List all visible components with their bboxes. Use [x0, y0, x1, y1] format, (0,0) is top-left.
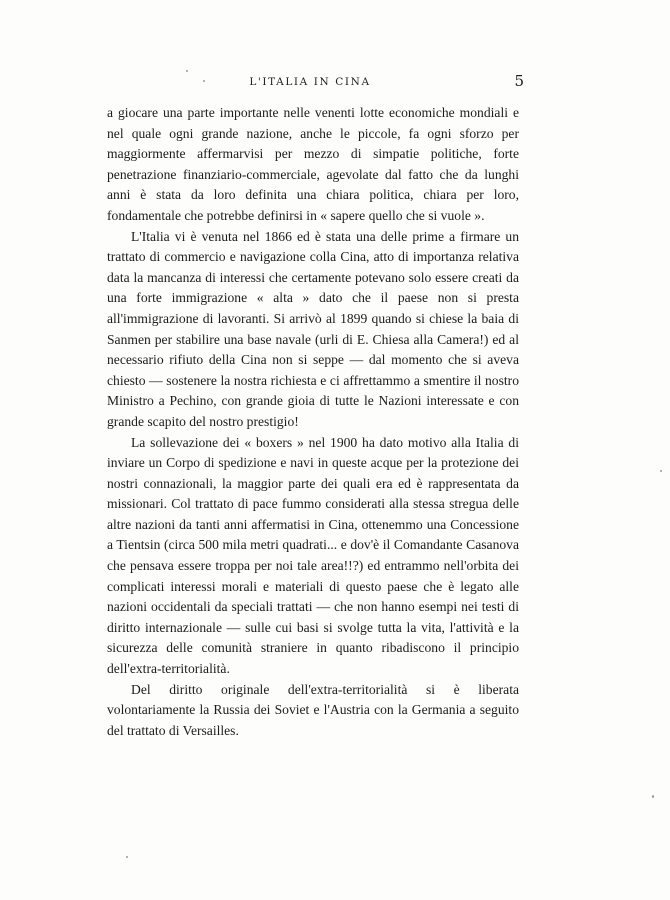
- print-speck: [186, 70, 188, 72]
- paragraph-extraterritoriality: Del diritto originale dell'extra-territorialità si è liberata volontariamente la Russia dei Soviet e l'Austria con la Germania a seguito del trattato di Versailles.: [107, 681, 519, 738]
- paragraph-italy-arrival: L'Italia vi è venuta nel 1866 ed è stata una delle prime a firmare un trattato di commercio e navigazione colla Cina, atto di importanza relativa data la mancanza di interessi che certamente potevano solo essere creati da una forte immigrazione « alta » dato che il paese non si presta all'immigrazione di lavoranti. Si arrivò al 1899 quando si chiese la baia di Sanmen per stabilire una base navale (urli di E. Chiesa alla Camera!) ed al necessario rifiuto della Cina non si seppe — dal momento che si aveva chiesto — sostenere la nostra richiesta e ci affrettammo a smentire il nostro Ministro a Pechino, con grande gioia di tutte le Nazioni interessate e con grande scapito del nostro prestigio!: [107, 228, 519, 429]
- paragraph-boxers: La sollevazione dei « boxers » nel 1900 ha dato motivo alla Italia di inviare un Corpo di spedizione e navi in queste acque per la protezione dei nostri connazionali, la maggior parte dei quali era ed è rappresentata da missionari. Col trattato di pace fummo considerati alla stessa stregua delle altre nazioni da tanti anni affermatisi in Cina, ottenemmo una Concessione a Tientsin (circa 500 mila metri quadrati... e dov'è il Comandante Casanova che pensava essere troppa per noi tale area!!?) ed entrammo nell'orbita dei complicati interessi morali e materiali di questo paese che è legato alle nazioni occidentali da speciali trattati — che non hanno esempi nei testi di diritto internazionale — sulle cui basi si svolge tutta la vita, l'attività e la sicurezza delle comunità straniere in quanto ribadiscono il principio dell'extra-territorialità.: [107, 434, 519, 677]
- paragraph-continuation: a giocare una parte importante nelle venenti lotte economiche mondiali e nel quale ogni grande nazione, anche le piccole, fa ogni sforzo per maggiormente affermarvisi per mezzo di simpatie politiche, forte penetrazione finanziario-commerciale, agevolate dal fatto che da lunghi anni è stata da loro definita una chiara politica, chiara per loro, fondamentale che potrebbe definirsi in « sapere quello che si vuole ».: [107, 105, 519, 223]
- print-speck: [126, 856, 128, 858]
- print-speck: [660, 470, 662, 472]
- print-speck: [203, 80, 205, 82]
- running-head: [100, 72, 524, 92]
- running-title: L'ITALIA IN CINA: [249, 76, 371, 88]
- body-text: [107, 103, 519, 741]
- page-number: 5: [514, 72, 524, 90]
- print-speck: [652, 795, 654, 798]
